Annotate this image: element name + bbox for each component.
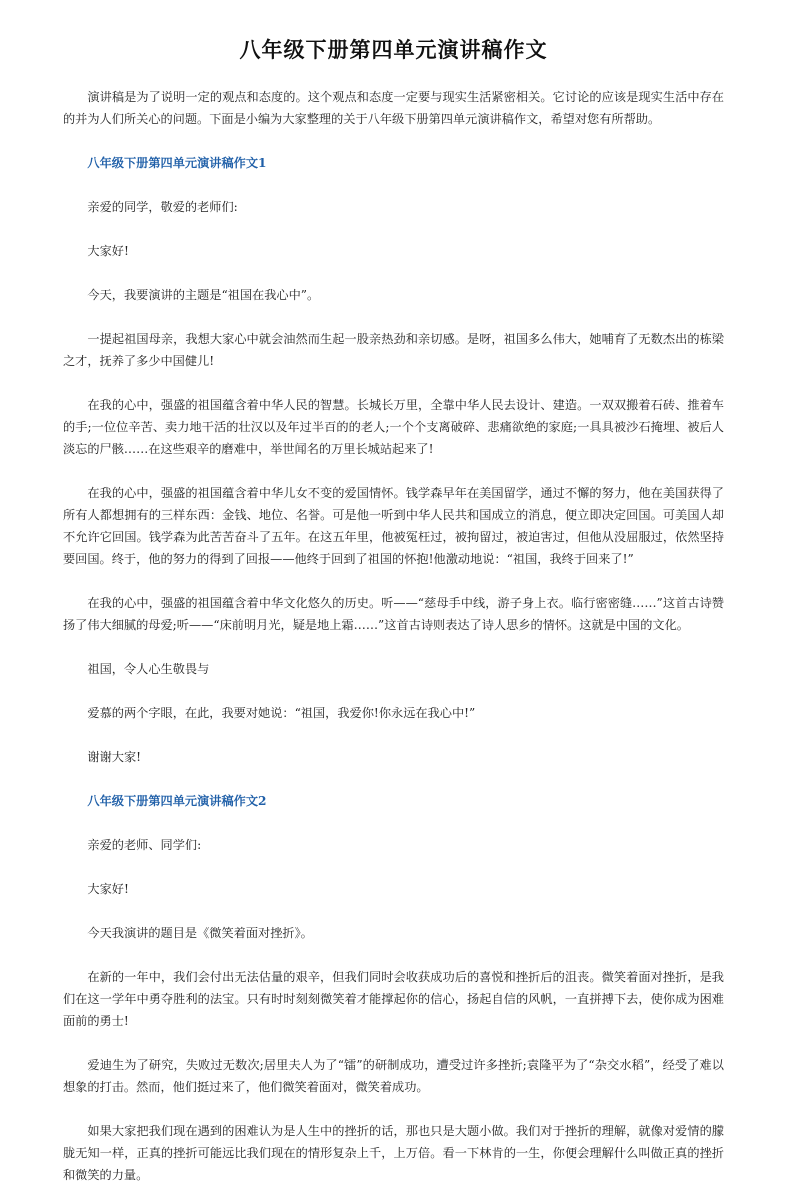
paragraph: 亲爱的老师、同学们: (87, 838, 202, 852)
paragraph: 今天，我要演讲的主题是“祖国在我心中”。 (87, 288, 320, 302)
paragraph: 在新的一年中，我们会付出无法估量的艰辛，但我们同时会收获成功后的喜悦和挫折后的沮丧。微笑着面对挫折，是我们在这一学年中勇夺胜利的法宝。只有时时刻刻微笑着才能撑起你的信心，扬起自信的风帆，一直拼搏下去，使你成为困难面前的勇士! (63, 970, 724, 1028)
paragraph: 在我的心中，强盛的祖国蕴含着中华文化悠久的历史。听——“慈母手中线，游子身上衣。临行密密缝……”这首古诗赞扬了伟大细腻的母爱;听——“床前明月光，疑是地上霜……”这首古诗则表达了诗人思乡的情怀。这就是中国的文化。 (63, 596, 724, 632)
intro-paragraph: 演讲稿是为了说明一定的观点和态度的。这个观点和态度一定要与现实生活紧密相关。它讨论的应该是现实生活中存在的并为人们所关心的问题。下面是小编为大家整理的关于八年级下册第四单元演讲稿作文，希望对您有所帮助。 (63, 90, 724, 126)
paragraph: 如果大家把我们现在遇到的困难认为是人生中的挫折的话，那也只是大题小做。我们对于挫折的理解，就像对爱情的朦胧无知一样，正真的挫折可能远比我们现在的情形复杂上千，上万倍。看一下林肯的一生，你便会理解什么叫做正真的挫折和微笑的力量。 (63, 1124, 724, 1182)
section-heading-1: 八年级下册第四单元演讲稿作文1 (87, 156, 267, 170)
section-heading-2: 八年级下册第四单元演讲稿作文2 (87, 794, 267, 808)
paragraph: 在我的心中，强盛的祖国蕴含着中华儿女不变的爱国情怀。钱学森早年在美国留学，通过不懈的努力，他在美国获得了所有人都想拥有的三样东西：金钱、地位、名誉。可是他一听到中华人民共和国成立的消息，便立即决定回国。可美国人却不允许它回国。钱学森为此苦苦奋斗了五年。在这五年里，他被冤枉过，被拘留过，被迫害过，但他从没屈服过，依然坚持要回国。终于，他的努力的得到了回报——他终于回到了祖国的怀抱!他激动地说：“祖国，我终于回来了!” (63, 486, 724, 566)
paragraph: 大家好! (87, 244, 129, 258)
paragraph: 谢谢大家! (87, 750, 142, 764)
paragraph: 今天我演讲的题目是《微笑着面对挫折》。 (87, 926, 313, 940)
document-page (0, 34, 794, 1182)
page-title: 八年级下册第四单元演讲稿作文 (239, 38, 548, 62)
paragraph: 爱慕的两个字眼，在此，我要对她说：“祖国，我爱你!你永远在我心中!” (87, 706, 476, 720)
paragraph: 祖国，令人心生敬畏与 (87, 662, 210, 676)
paragraph: 一提起祖国母亲，我想大家心中就会油然而生起一股亲热劲和亲切感。是呀，祖国多么伟大，她哺育了无数杰出的栋梁之才，抚养了多少中国健儿! (63, 332, 724, 368)
paragraph: 在我的心中，强盛的祖国蕴含着中华人民的智慧。长城长万里，全靠中华人民去设计、建造。一双双搬着石砖、推着车的手;一位位辛苦、卖力地干活的壮汉以及年过半百的的老人;一个个支离破碎、悲痛欲绝的家庭;一具具被沙石掩埋、被后人淡忘的尸骸……在这些艰辛的磨难中，举世闻名的万里长城站起来了! (63, 398, 724, 456)
paragraph: 亲爱的同学，敬爱的老师们: (87, 200, 238, 214)
paragraph: 大家好! (87, 882, 129, 896)
paragraph: 爱迪生为了研究，失败过无数次;居里夫人为了“镭”的研制成功，遭受过许多挫折;袁隆平为了“杂交水稻”，经受了难以想象的打击。然而，他们挺过来了，他们微笑着面对，微笑着成功。 (63, 1058, 724, 1094)
